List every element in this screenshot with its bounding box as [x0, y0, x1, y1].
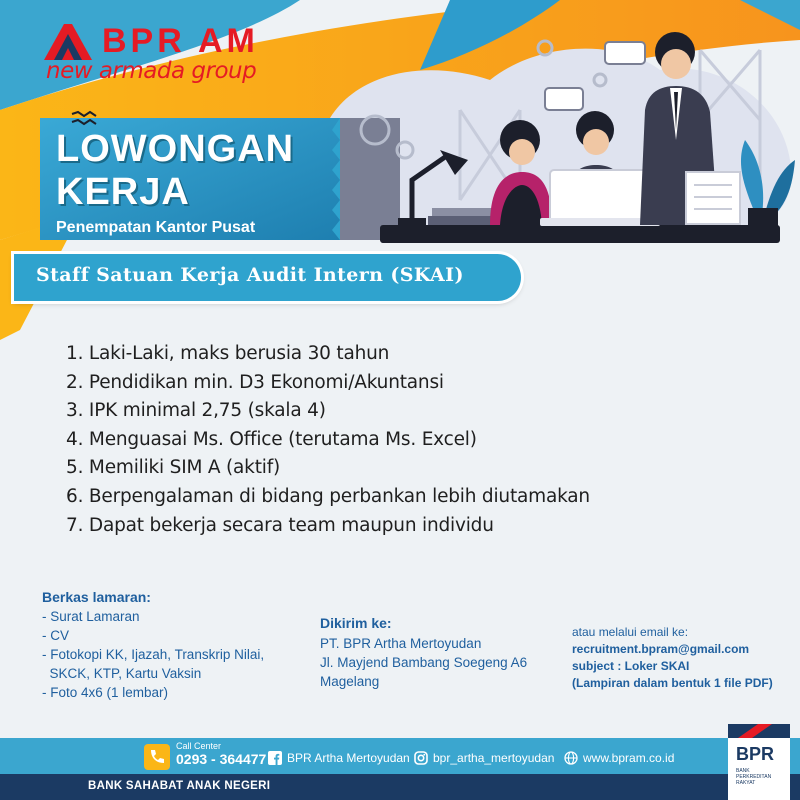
- company-logo: [42, 22, 272, 92]
- phone-icon: [144, 744, 170, 770]
- requirement-item: 3. IPK minimal 2,75 (skala 4): [66, 400, 326, 422]
- banner-subtitle: Penempatan Kantor Pusat: [56, 219, 256, 236]
- banner-title-line2: KERJA: [56, 171, 190, 213]
- instagram-handle: bpr_artha_mertoyudan: [433, 751, 555, 765]
- facebook-link[interactable]: [268, 751, 410, 765]
- email-info: [572, 624, 797, 692]
- requirement-item: 7. Dapat bekerja secara team maupun individu: [66, 514, 494, 536]
- hiring-banner: [40, 118, 340, 240]
- email-note: (Lampiran dalam bentuk 1 file PDF): [572, 676, 773, 690]
- website-url: www.bpram.co.id: [583, 751, 675, 765]
- call-center-number: 0293 - 364477: [176, 751, 267, 767]
- document-item: - Fotokopi KK, Ijazah, Transkrip Nilai,: [42, 647, 265, 662]
- email-subject: subject : Loker SKAI: [572, 659, 690, 673]
- document-item: SKCK, KTP, Kartu Vaksin: [42, 666, 202, 681]
- email-address[interactable]: recruitment.bpram@gmail.com: [572, 642, 750, 656]
- badge-word: BPR: [736, 744, 775, 764]
- email-intro: atau melalui email ke:: [572, 625, 689, 639]
- address-line: PT. BPR Artha Mertoyudan: [320, 636, 482, 651]
- instagram-link[interactable]: [414, 751, 554, 765]
- address-line: Jl. Mayjend Bambang Soegeng A6: [320, 655, 528, 670]
- globe-icon: [564, 751, 578, 765]
- bpr-badge: [728, 724, 790, 800]
- facebook-name: BPR Artha Mertoyudan: [287, 751, 410, 765]
- address-line: Magelang: [320, 674, 380, 689]
- logo-triangle-icon: [42, 22, 96, 62]
- document-item: - CV: [42, 628, 69, 643]
- badge-stripe: [728, 724, 790, 738]
- document-item: - Foto 4x6 (1 lembar): [42, 685, 169, 700]
- badge-caption: BANK PERKREDITAN RAKYAT: [736, 768, 772, 786]
- requirement-item: 5. Memiliki SIM A (aktif): [66, 457, 281, 479]
- banner-title-line1: LOWONGAN: [56, 128, 295, 170]
- position-title-pill: [14, 254, 521, 301]
- requirement-item: 4. Menguasai Ms. Office (terutama Ms. Excel): [66, 428, 477, 450]
- website-link[interactable]: [564, 751, 674, 765]
- instagram-icon: [414, 751, 428, 765]
- requirement-item: 1. Laki-Laki, maks berusia 30 tahun: [66, 343, 390, 364]
- application-documents: [42, 589, 322, 702]
- position-title: Staff Satuan Kerja Audit Intern (SKAI): [36, 264, 464, 286]
- document-item: - Surat Lamaran: [42, 609, 140, 624]
- logo-brand: BPR AM: [102, 22, 259, 60]
- squiggle-icon: [70, 110, 100, 128]
- logo-subtitle: new armada group: [46, 58, 257, 84]
- call-center-label: Call Center: [176, 741, 222, 751]
- documents-title: Berkas lamaran:: [42, 589, 151, 605]
- banner-title: [56, 128, 294, 214]
- requirement-item: 2. Pendidikan min. D3 Ekonomi/Akuntansi: [66, 371, 444, 393]
- footer-tagline: BANK SAHABAT ANAK NEGERI: [88, 780, 271, 792]
- requirement-item: 6. Berpengalaman di bidang perbankan lebih diutamakan: [66, 485, 590, 507]
- facebook-icon: [268, 751, 282, 765]
- requirements-list: [66, 340, 706, 540]
- mailing-title: Dikirim ke:: [320, 615, 392, 631]
- mailing-address: [320, 615, 570, 691]
